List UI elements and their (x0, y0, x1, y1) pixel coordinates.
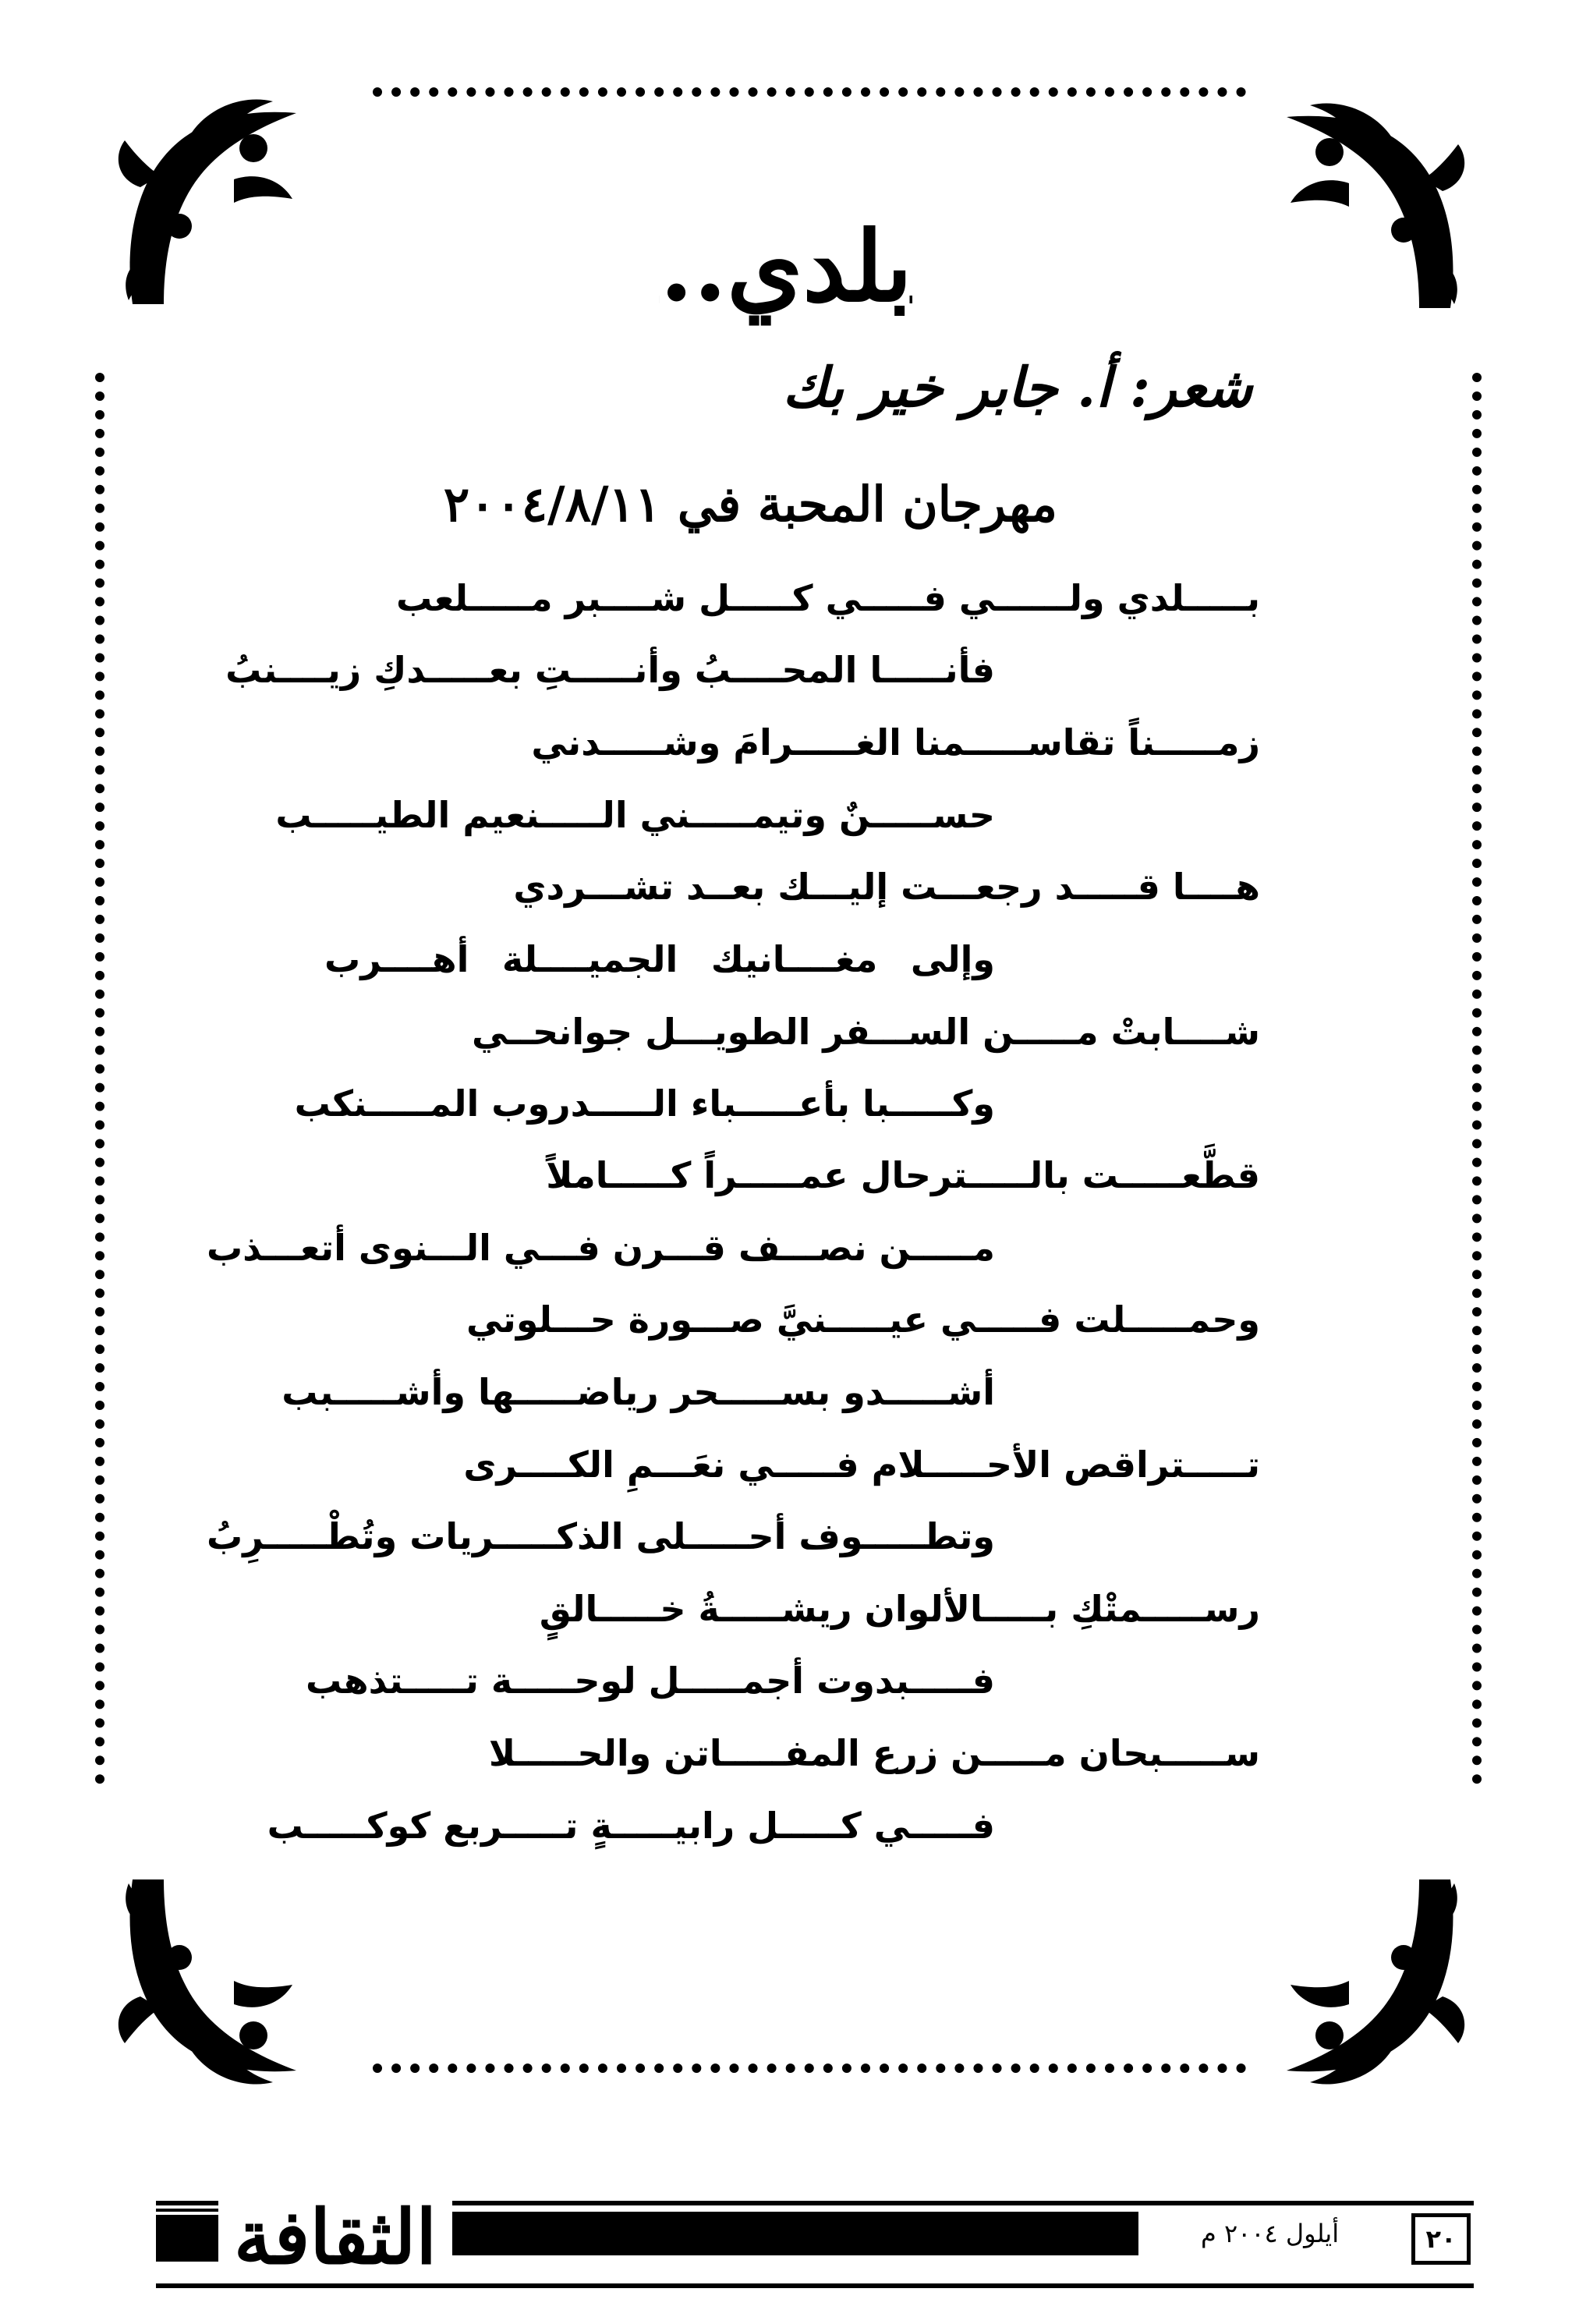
footer-bar-right-thin (452, 2201, 1474, 2205)
verse-line: أشـــــدو بســـــحر رياضـــــها وأشـــــبب (281, 1371, 995, 1413)
verse-line: وكـــــبا بأعـــــباء الـــــدروب المـــــنكب (294, 1082, 995, 1125)
footer-bar-left-thick (156, 2215, 218, 2262)
footer-bar-right-thick (452, 2212, 1138, 2255)
issue-date: أيلول ٢٠٠٤ م (1201, 2219, 1340, 2248)
footer-bar-bottom-line (156, 2283, 1474, 2288)
verse-line: حســـــنٌ وتيمـــــني الـــــنعيم الطيـــــب (275, 794, 995, 836)
verse-line: شــــابتْ مـــــن الســـفر الطويـــل جوانحــي (471, 1011, 1260, 1053)
verse-line: فأنـــــا المحــــبُ وأنـــــتِ بعـــــدكِ زيــــنبُ (225, 649, 995, 691)
occasion-line: مهرجان المحبة في ٢٠٠٤/٨/١١ (443, 476, 1057, 533)
page-number (1411, 2213, 1471, 2265)
verse-line: بـــــلدي ولــــــي فـــــي كـــــل شــــبر مـــــلعب (396, 577, 1260, 619)
verse-line: زمـــــناً تقاســـــمنا الغـــــرامَ وشـــــدني (531, 721, 1260, 763)
footer-bar-left-thin-2 (156, 2209, 218, 2212)
page-number-text: ٢٠ (1425, 2224, 1457, 2254)
verse-line: فـــــي كـــــل رابيـــــةٍ تـــــربع كوكـــــب (267, 1805, 995, 1847)
verse-line: وحمـــــلت فـــــي عيـــــنيَّ صـــورة حـــلوتي (466, 1298, 1260, 1341)
verse-line: وتطـــــوف أحـــــلى الذكـــــريات وتُطْـــــرِبُ (207, 1515, 995, 1557)
verse-line: تـــــتراقص الأحـــــلام فـــــي نعَـــمِ الكــــرى (463, 1444, 1260, 1486)
poem-title-text: بلدي.. (659, 211, 913, 324)
author-line: شعر: أ. جابر خير بك (782, 355, 1252, 420)
verse-line: قطَّعـــــت بالـــــترحال عمـــــراً كـــــاملاً (546, 1154, 1260, 1196)
verse-line: وإلى مغــــانيك الجميــــلة أهــــرب (324, 938, 995, 980)
verse-line: فـــــبدوت أجمـــــل لوحـــــة تـــــتذهب (306, 1660, 995, 1702)
verse-line: رســـــمتْكِ بـــــالألوان ريشـــــةُ خـــــالقٍ (539, 1588, 1260, 1630)
verse-line: مـــــن نصـــف قـــرن فـــي الـــنوى أتعـــذب (206, 1227, 995, 1269)
verse-line: هــــا قـــــد رجعـــت إليـــك بعــد تشـــردي (513, 866, 1260, 908)
magazine-name: الثقافة (234, 2193, 437, 2281)
footer-bar-left-thin-1 (156, 2201, 218, 2205)
verse-line: ســـــبحان مـــــن زرع المفـــــاتن والحـــــلا (488, 1732, 1260, 1774)
